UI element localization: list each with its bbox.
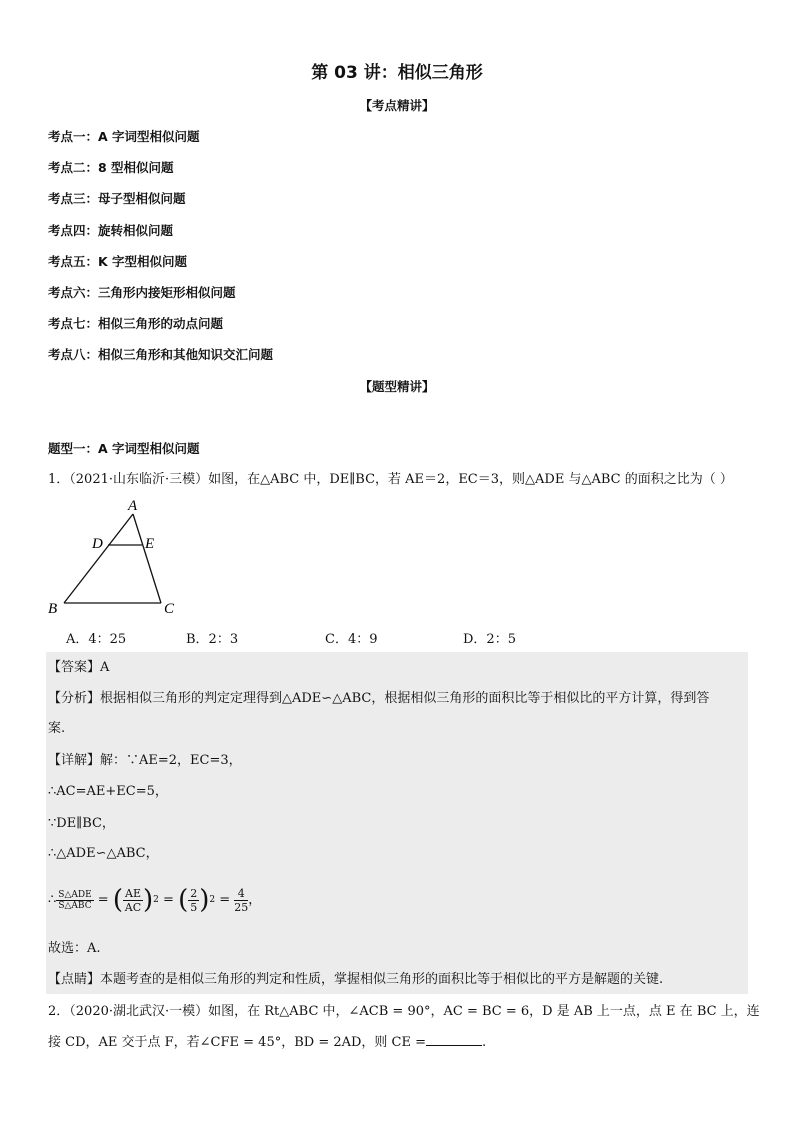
kaodian-item: 考点五：K 字型相似问题	[48, 253, 188, 269]
label-e: E	[145, 536, 155, 552]
side-numerator: AE	[125, 886, 141, 900]
detail-line-2: ∴AC=AE+EC=5，	[48, 784, 168, 799]
kaodian-item: 考点八：相似三角形和其他知识交汇问题	[48, 347, 274, 363]
formula-prefix: ∴	[48, 892, 57, 908]
analysis-line-cont: 案.	[48, 721, 66, 736]
kaodian-item: 考点一：A 字词型相似问题	[48, 129, 200, 144]
choose-line: 故选：A.	[48, 941, 101, 956]
kaodian-item: 考点三：母子型相似问题	[48, 191, 186, 207]
side-denominator: AC	[124, 900, 142, 914]
question-2-text: 接 CD，AE 交于点 F，若∠CFE = 45°，BD = 2AD，则 CE =	[48, 1035, 427, 1050]
question-2-line-1: 2．（2020·湖北武汉·一模）如图，在 Rt△ABC 中，∠ACB = 90°，AC = BC = 6，D 是 AB 上一点，点 E 在 BC 上，连	[48, 1004, 760, 1019]
answer-blank[interactable]	[426, 1033, 482, 1046]
kaodian-item: 考点四：旋转相似问题	[48, 222, 174, 238]
result-numerator: 4	[234, 887, 248, 901]
equals-sign: =	[163, 892, 174, 908]
side-ab	[64, 514, 133, 603]
section-heading-tixing: 【题型精讲】	[359, 379, 435, 394]
ratio-denominator: 5	[190, 900, 198, 914]
result-denominator: 25	[234, 900, 249, 914]
triangle-figure	[44, 496, 194, 618]
kaodian-item: 考点六：三角形内接矩形相似问题	[48, 284, 236, 300]
area-fraction	[56, 890, 93, 911]
equals-sign: =	[97, 892, 109, 908]
label-a: A	[128, 498, 138, 514]
detail-line-3: ∵DE∥BC，	[48, 816, 115, 831]
area-denominator: S△ABC	[58, 900, 92, 911]
option-b: B．2：3	[186, 632, 239, 647]
result-fraction	[234, 887, 248, 914]
kaodian-item: 考点七：相似三角形的动点问题	[48, 316, 224, 332]
detail-line-4: ∴△ADE∽△ABC，	[48, 846, 159, 861]
question-1-stem: 1．（2021·山东临沂·三模）如图，在△ABC 中，DE∥BC，若 AE＝2，EC＝3，则△ADE 与△ABC 的面积之比为（ ）	[48, 472, 733, 487]
option-d: D．2：5	[463, 632, 516, 647]
question-2-end: .	[482, 1035, 487, 1050]
area-ratio-formula: ∴ $\frac{\text{S△ADE}}{\text{S△ABC}}$ = ( $\frac{AE}{AC}$ )$^2$ = ( $\frac{2}{5}$ )$^2$ = $\frac{4}{25}$ ，	[48, 885, 262, 915]
exponent: 2	[153, 895, 159, 905]
analysis-line: 【分析】根据相似三角形的判定定理得到△ADE∽△ABC，根据相似三角形的面积比等于相似比的平方计算，得到答	[48, 691, 710, 706]
side-fraction	[123, 887, 143, 914]
answer-line: 【答案】A	[48, 660, 110, 675]
section-heading-kaodian: 【考点精讲】	[359, 98, 435, 113]
label-c: C	[164, 601, 175, 617]
kaodian-item: 考点二：8 型相似问题	[48, 160, 174, 176]
detail-line-1: 【详解】解：∵AE=2，EC=3，	[48, 753, 242, 768]
option-a: A．4：25	[66, 632, 127, 647]
option-c: C．4：9	[325, 632, 378, 647]
label-d: D	[92, 536, 103, 552]
area-numerator: S△ADE	[58, 889, 92, 900]
label-b: B	[48, 601, 58, 617]
ratio-numerator: 2	[190, 886, 198, 900]
kaodian-list	[48, 128, 273, 378]
ratio-fraction	[188, 887, 199, 914]
side-ac	[133, 514, 161, 603]
question-2-line-2	[48, 1033, 486, 1052]
type-heading: 题型一：A 字词型相似问题	[48, 441, 200, 456]
exponent: 2	[209, 895, 216, 905]
comment-line: 【点睛】本题考查的是相似三角形的判定和性质，掌握相似三角形的面积比等于相似比的平方是解题的关键.	[48, 972, 664, 987]
equals-sign: =	[219, 892, 231, 908]
page-title: 第 03 讲：相似三角形	[311, 63, 483, 83]
formula-end: ，	[248, 892, 262, 908]
